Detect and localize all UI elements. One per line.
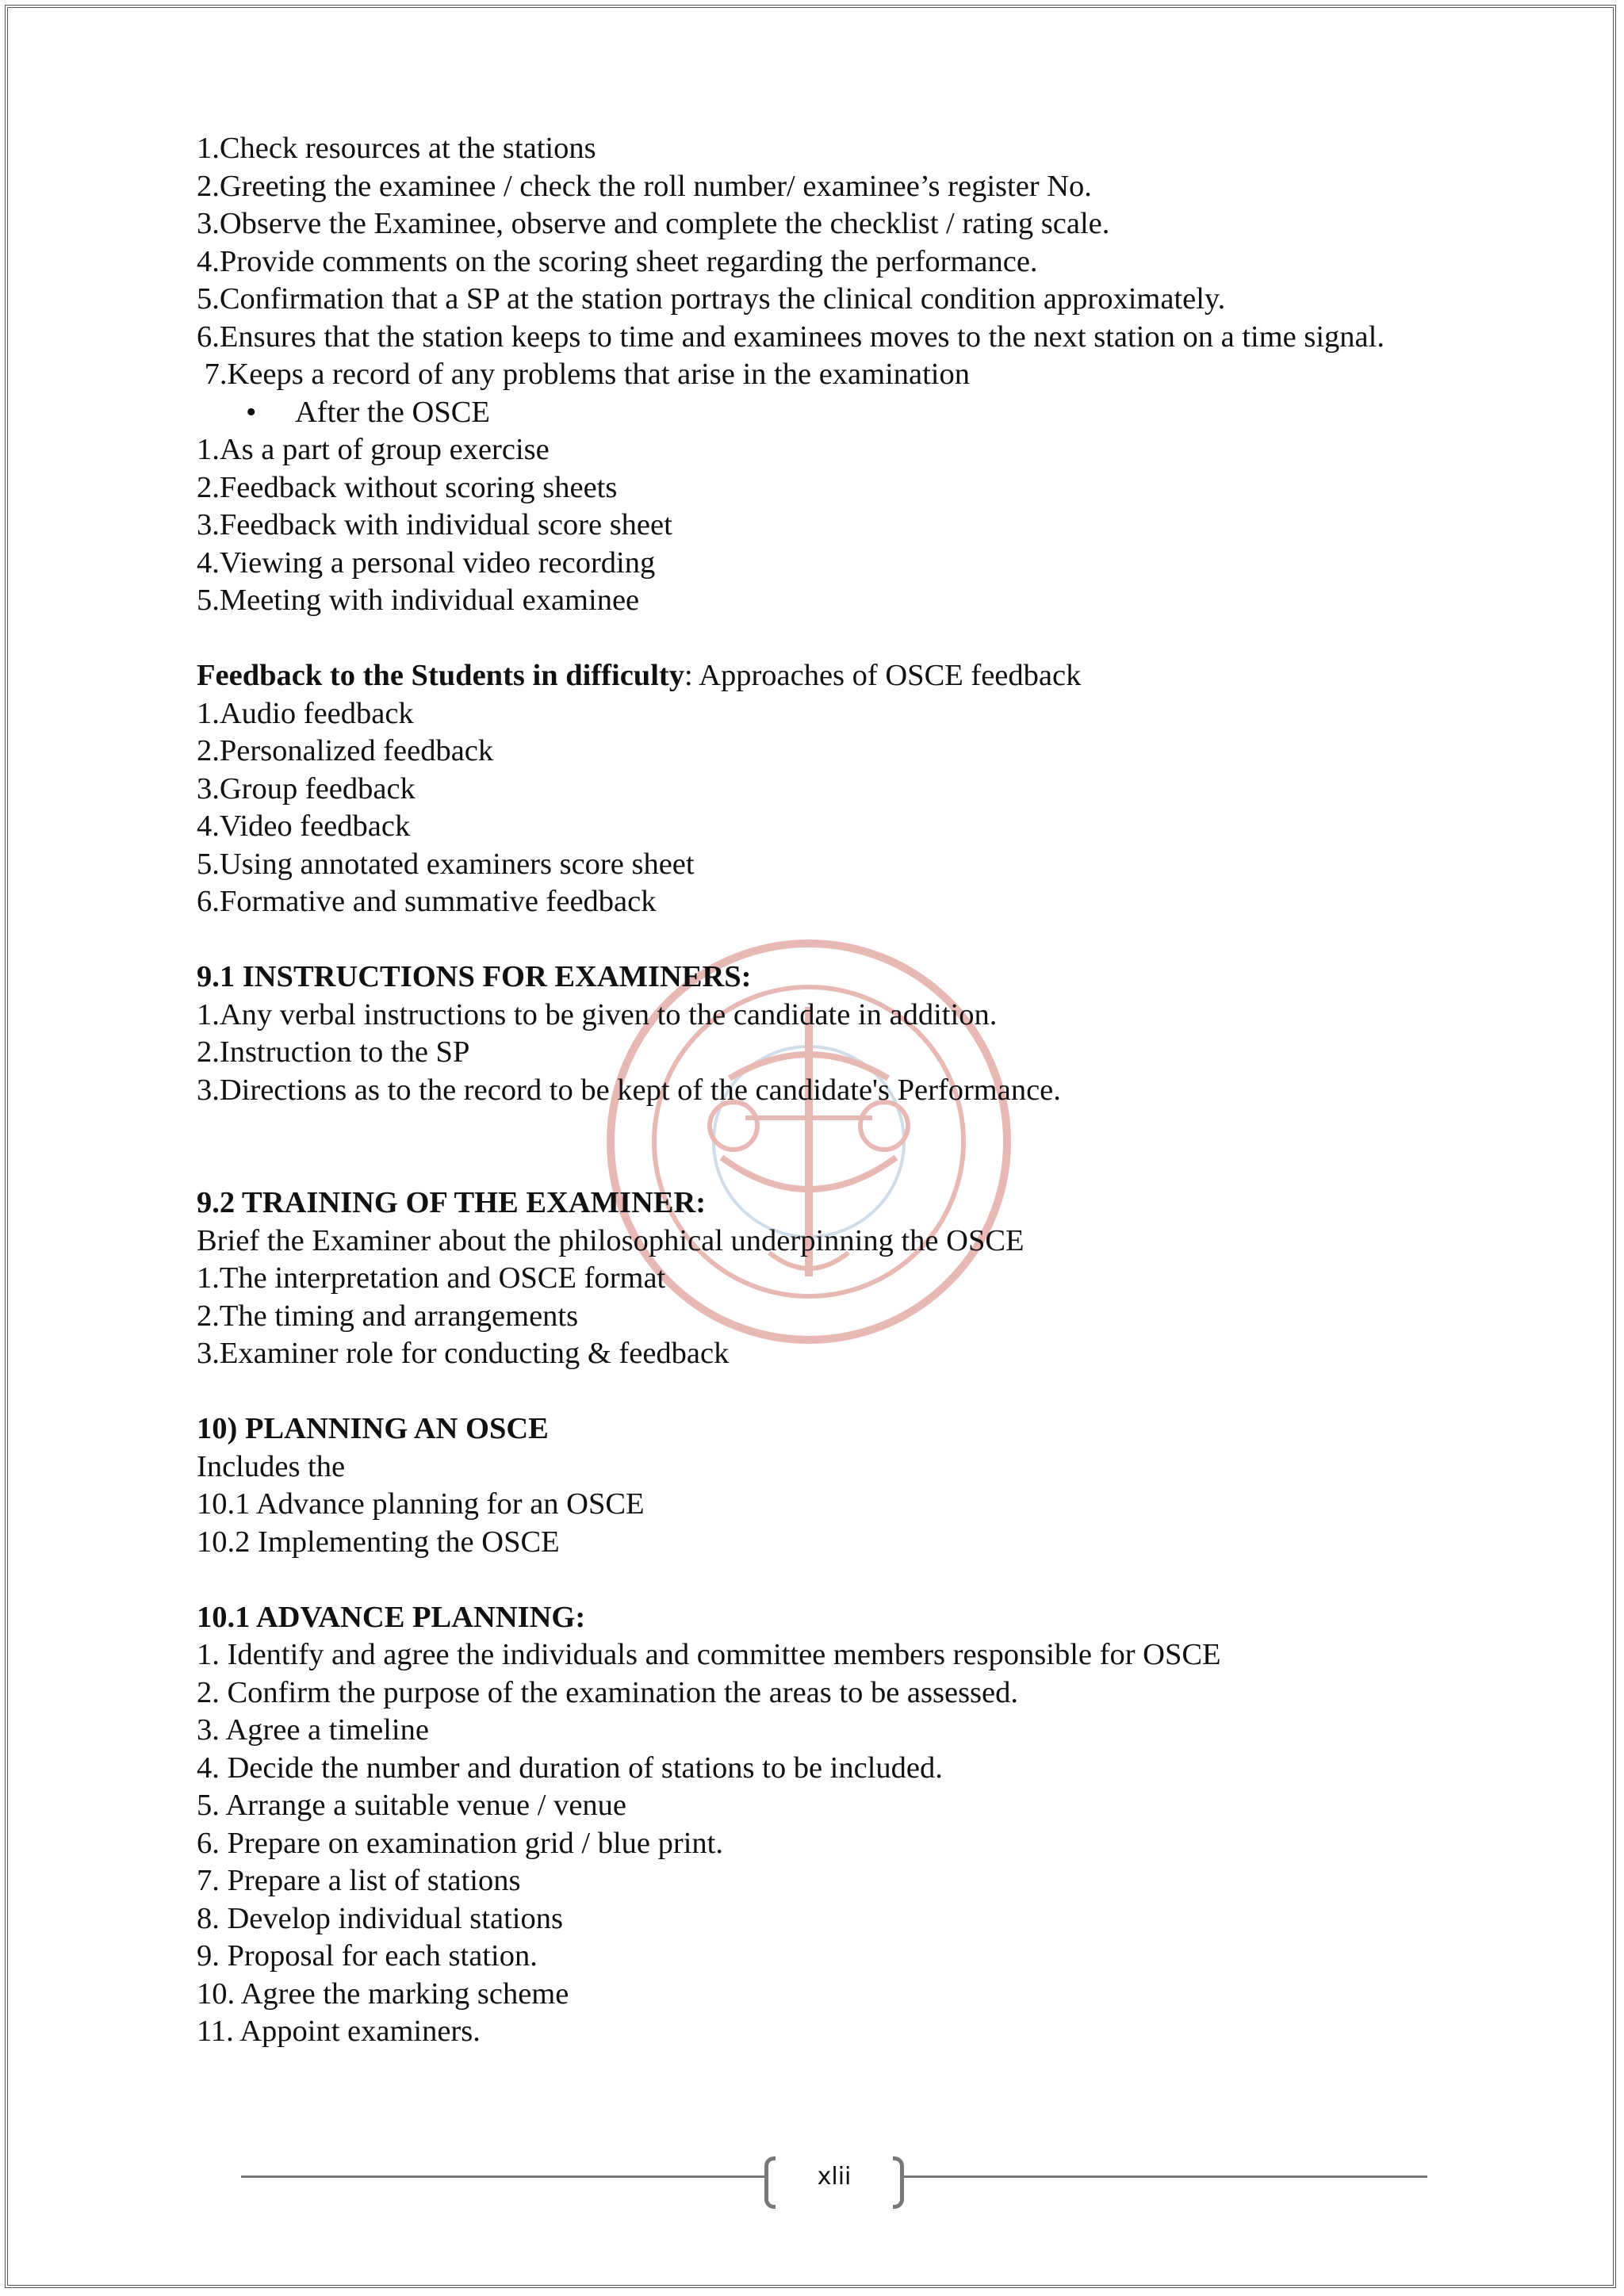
list-item: 1.Audio feedback [197, 696, 414, 730]
list-item: 1.The interpretation and OSCE format [197, 1261, 666, 1295]
list-item: 8. Develop individual stations [197, 1901, 563, 1935]
bullet-icon: • [246, 395, 257, 429]
list-item: 10.2 Implementing the OSCE [197, 1525, 560, 1559]
list-item: 3.Observe the Examinee, observe and complete the checklist / rating scale. [197, 207, 1110, 240]
list-item: 9. Proposal for each station. [197, 1939, 538, 1973]
footer-rule-left [241, 2175, 764, 2178]
paragraph: Brief the Examiner about the philosophical underpinning the OSCE [197, 1223, 1025, 1257]
list-item: 4.Provide comments on the scoring sheet regarding the performance. [197, 244, 1038, 278]
right-bracket-icon [893, 2156, 904, 2209]
list-item: 4. Decide the number and duration of stations to be included. [197, 1751, 943, 1785]
list-item: 4.Viewing a personal video recording [197, 545, 656, 580]
list-item: 2.The timing and arrangements [197, 1299, 579, 1333]
list-item: 1. Identify and agree the individuals and committee members responsible for OSCE [197, 1638, 1221, 1671]
section-heading: 10.1 ADVANCE PLANNING: [197, 1600, 586, 1634]
document-body [197, 130, 1434, 2051]
list-item: 2.Greeting the examinee / check the roll number/ examinee’s register No. [197, 169, 1092, 203]
after-heading-text: After the OSCE [295, 395, 490, 429]
list-item: 6.Ensures that the station keeps to time and examinees moves to the next station on a time signal. [197, 320, 1385, 354]
section-heading: 9.1 INSTRUCTIONS FOR EXAMINERS: [197, 960, 752, 993]
list-item: 3.Feedback with individual score sheet [197, 508, 672, 541]
list-item: 2. Confirm the purpose of the examination the areas to be assessed. [197, 1675, 1019, 1709]
list-item: 2.Feedback without scoring sheets [197, 470, 618, 504]
feedback-heading-rest: : Approaches of OSCE feedback [684, 659, 1082, 692]
footer-rule-right [904, 2175, 1427, 2178]
list-item: 5.Confirmation that a SP at the station portrays the clinical condition approximately. [197, 282, 1226, 316]
list-item: 7. Prepare a list of stations [197, 1864, 521, 1897]
list-item: 10. Agree the marking scheme [197, 1976, 569, 2011]
list-item: 2.Personalized feedback [197, 734, 494, 767]
list-item: 5. Arrange a suitable venue / venue [197, 1789, 627, 1822]
feedback-heading [197, 657, 1434, 695]
list-item: 4.Video feedback [197, 809, 411, 843]
list-item: 3.Examiner role for conducting & feedback [197, 1337, 730, 1370]
after-list [197, 431, 1434, 620]
list-item: 2.Instruction to the SP [197, 1035, 470, 1069]
feedback-list [197, 695, 1434, 921]
list-item: 5.Using annotated examiners score sheet [197, 847, 695, 881]
list-item: 6.Formative and summative feedback [197, 885, 657, 918]
list-item: 1.Any verbal instructions to be given to the candidate in addition. [197, 997, 998, 1031]
section-heading: 10) PLANNING AN OSCE [197, 1412, 549, 1445]
list-item: 7.Keeps a record of any problems that arise in the examination [197, 358, 971, 391]
list-item: 3.Group feedback [197, 771, 416, 806]
page-number: xlii [817, 2163, 852, 2191]
list-item: 5.Meeting with individual examinee [197, 584, 640, 617]
planning-list [197, 1486, 1434, 1561]
paragraph: Includes the [197, 1449, 346, 1483]
list-item: 6. Prepare on examination grid / blue print. [197, 1826, 723, 1860]
feedback-heading-bold: Feedback to the Students in difficulty [197, 659, 684, 692]
left-bracket-icon [764, 2156, 776, 2209]
list-item: 1.As a part of group exercise [197, 433, 550, 466]
list-item: 11. Appoint examiners. [197, 2015, 481, 2048]
list-item: 3.Directions as to the record to be kept of the candidate's Performance. [197, 1073, 1061, 1107]
page-footer [241, 2156, 1427, 2220]
during-list [197, 130, 1434, 394]
list-item: 1.Check resources at the stations [197, 132, 596, 165]
advance-list [197, 1636, 1434, 2051]
instructions-list [197, 997, 1434, 1110]
after-heading [197, 394, 1434, 432]
list-item: 10.1 Advance planning for an OSCE [197, 1487, 645, 1521]
section-heading: 9.2 TRAINING OF THE EXAMINER: [197, 1186, 707, 1219]
training-list [197, 1260, 1434, 1373]
list-item: 3. Agree a timeline [197, 1713, 429, 1747]
